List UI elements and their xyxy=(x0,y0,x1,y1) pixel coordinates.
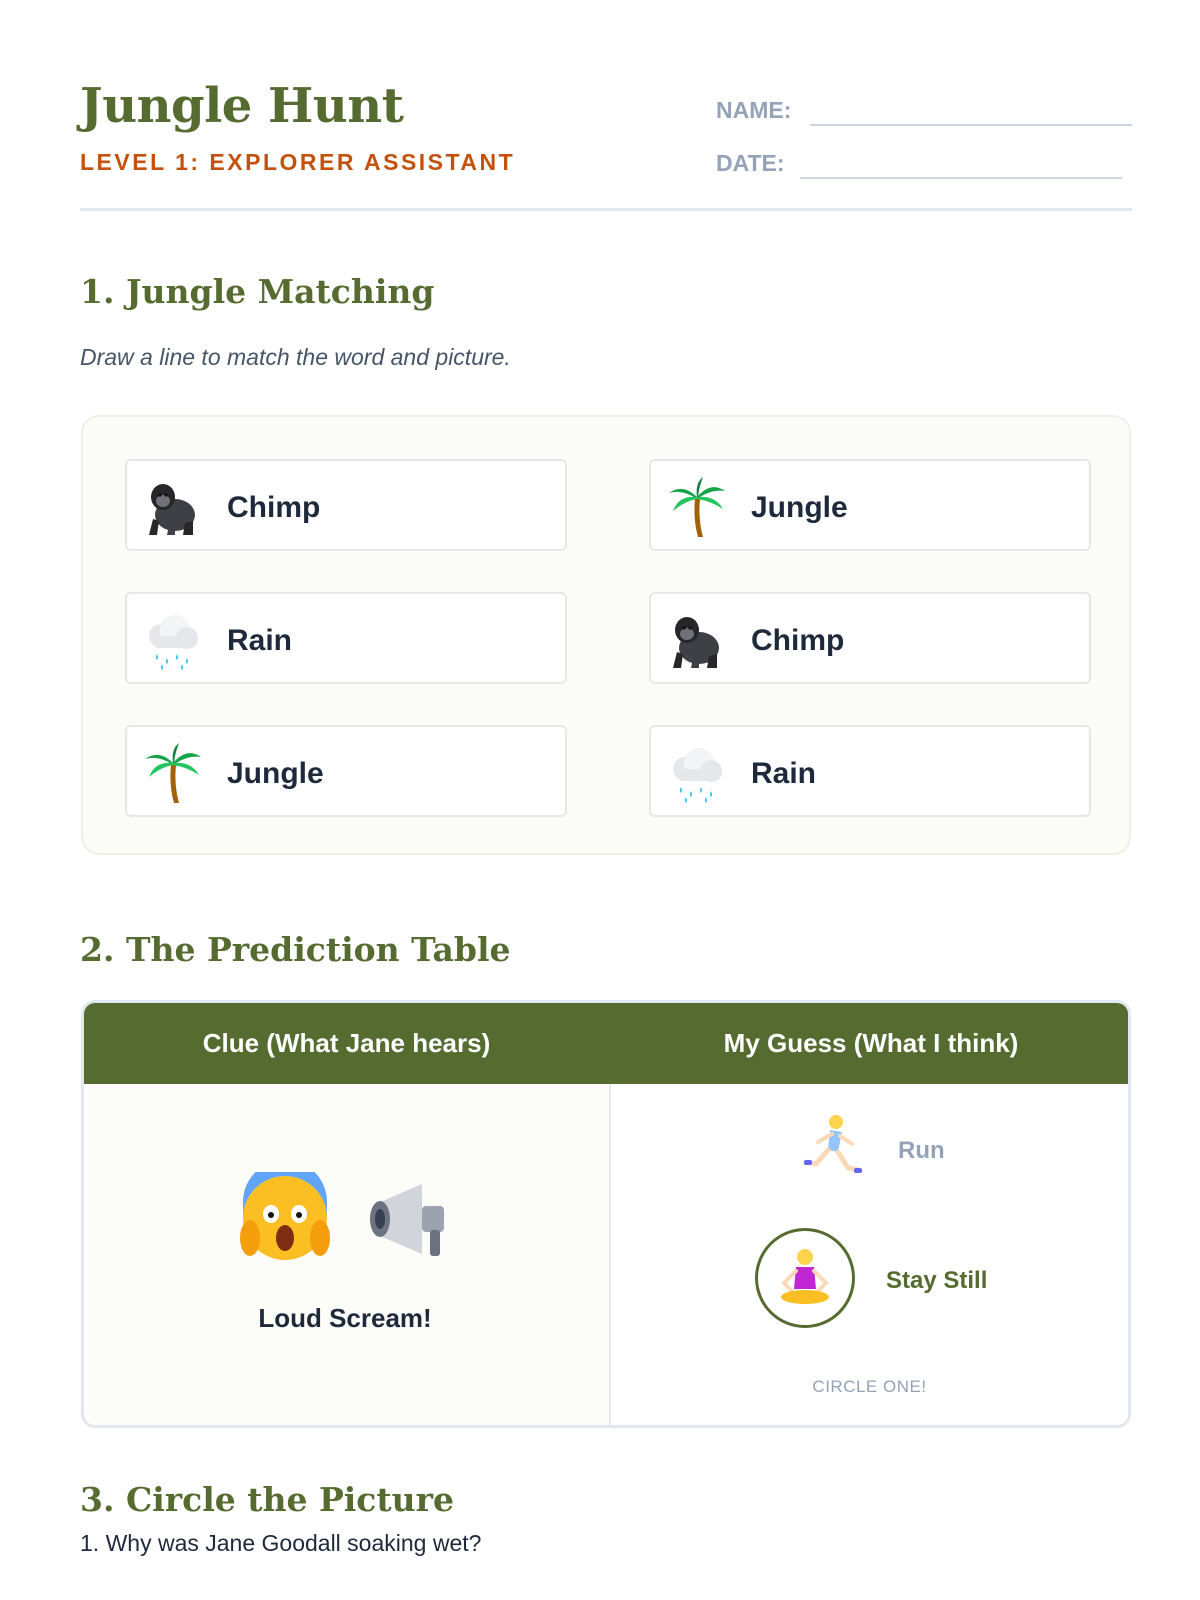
match-card-right[interactable] xyxy=(649,459,1091,551)
match-word: Rain xyxy=(751,757,817,790)
meditating-woman-icon[interactable] xyxy=(770,1243,840,1313)
date-label: DATE: xyxy=(716,150,785,176)
name-field[interactable] xyxy=(810,124,1132,126)
match-word: Jungle xyxy=(227,757,324,790)
header-divider xyxy=(80,208,1132,211)
match-word: Rain xyxy=(227,624,293,657)
gorilla-icon xyxy=(665,608,729,672)
worksheet-subtitle: LEVEL 1: EXPLORER ASSISTANT xyxy=(80,149,516,175)
section-1-instruction: Draw a line to match the word and picture. xyxy=(80,344,511,370)
column-header-clue: Clue (What Jane hears) xyxy=(202,1028,491,1058)
megaphone-icon xyxy=(360,1172,454,1266)
section-3-title: 3. Circle the Picture xyxy=(80,1480,455,1519)
column-header-guess: My Guess (What I think) xyxy=(723,1028,1019,1058)
match-card-left[interactable] xyxy=(125,725,567,817)
worksheet-title: Jungle Hunt xyxy=(80,78,404,134)
rain-cloud-icon xyxy=(665,741,729,805)
rain-cloud-icon xyxy=(141,608,205,672)
date-field[interactable] xyxy=(800,177,1122,179)
gorilla-icon xyxy=(141,475,205,539)
guess-option-stay-still[interactable]: Stay Still xyxy=(886,1267,988,1294)
match-card-left[interactable] xyxy=(125,592,567,684)
match-card-left[interactable] xyxy=(125,459,567,551)
match-word: Chimp xyxy=(751,624,845,657)
screaming-face-icon xyxy=(238,1172,332,1266)
section-1-title: 1. Jungle Matching xyxy=(80,272,435,311)
circle-one-hint: CIRCLE ONE! xyxy=(812,1377,927,1396)
running-woman-icon[interactable] xyxy=(798,1112,868,1182)
match-card-right[interactable] xyxy=(649,725,1091,817)
clue-label: Loud Scream! xyxy=(258,1303,432,1333)
matching-panel xyxy=(81,415,1131,855)
match-word: Jungle xyxy=(751,491,848,524)
question-1: 1. Why was Jane Goodall soaking wet? xyxy=(80,1530,482,1556)
section-2-title: 2. The Prediction Table xyxy=(80,930,511,969)
palm-tree-icon xyxy=(141,741,205,805)
match-card-right[interactable] xyxy=(649,592,1091,684)
guess-option-run[interactable]: Run xyxy=(898,1137,945,1164)
match-word: Chimp xyxy=(227,491,321,524)
name-label: NAME: xyxy=(716,97,792,123)
palm-tree-icon xyxy=(665,475,729,539)
table-header xyxy=(84,1003,1128,1084)
